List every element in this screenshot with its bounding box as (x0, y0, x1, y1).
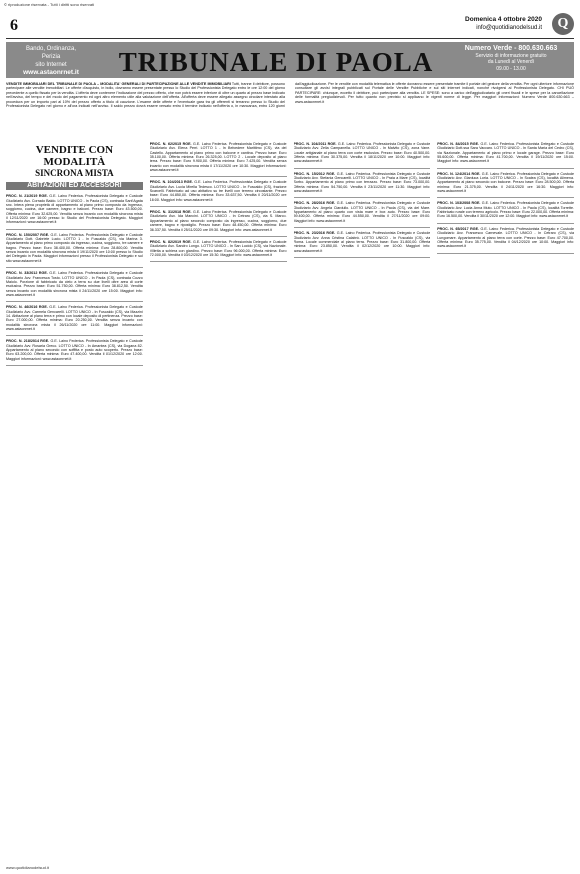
listing-text: G.E. Laino Federica. Professionista Delegato e Custode Giudiziario Avv. Corrado Baldo. LOTTO UNICO - In Paola (CS), contrada Sant'Agata snc. Intera piena proprietà di appartamento al piano primo composto da ingresso, soggiorno, cucina, due camere, bagno e balconi. Prezzo base: Euro 43.500,00. Offerta minima: Euro 32.625,00. Vendita senza incanto con modalità sincrona mista il 12/11/2020 ore 16:00 presso lo Studio del Professionista Delegato. Maggiori informazioni: www.astaonrnet.it (6, 194, 143, 225)
listing-separator (6, 365, 143, 366)
listing-text: G.E. Laino Federica. Professionista Delegato e Custode Giudiziario Dott. Gabriele Lucio. LOTTO 1 - In Fuscaldo (CS), via Marina 3. Appartamento al piano primo composto da ingresso, cucina, soggiorno, tre camere e bagno. Prezzo base: Euro 38.400,00. Offerta minima: Euro 28.800,00. Vendita senza incanto con modalità sincrona mista il 19/11/2020 ore 10:00 presso lo Studio del Delegato in Paola. Maggiori informazioni presso il Professionista Delegato e sul sito www.astaonrnet.it (6, 232, 143, 263)
listing-item (437, 201, 574, 218)
listing-proc-number: PROC. N. 33/2012 RGE. (6, 271, 50, 276)
listing-item (294, 172, 431, 194)
section-subtitle: SINCRONA MISTA (35, 168, 114, 178)
listing-separator (294, 227, 431, 228)
listing-proc-number: PROC. N. 104/2011 RGE. (293, 142, 338, 146)
listing-item (437, 172, 574, 194)
listing-item (437, 142, 574, 164)
listing-text: G.E. Laino Federica. Professionista Delegato e Custode Giudiziario Avv. Carmela Gencarelli. LOTTO UNICO - In Fuscaldo (CS), via Mazzini 14. Abitazione al piano terra e primo con locale deposito di pertinenza. Prezzo base: Euro 27.000,00. Offerta minima: Euro 20.250,00. Vendita senza incanto con modalità sincrona mista il 26/11/2020 ore 11:00. Maggiori informazioni: www.astaonrnet.it (6, 305, 143, 331)
masthead-title: TRIBUNALE DI PAOLA (118, 47, 434, 77)
column-2 (150, 142, 287, 868)
section-category-bar: ABITAZIONI ED ACCESSORI (6, 182, 143, 190)
listing-proc-number: PROC. N. 218/2014 RGE. (6, 339, 51, 344)
contact-email[interactable]: info@quotidianodelsud.it (476, 25, 542, 31)
band-left-line: Bando, Ordinanza, Perizia (25, 46, 77, 60)
page-number: 6 (10, 17, 18, 34)
listing-text: G.E. Laino Federica. Professionista Delegato e Custode Giudiziario Avv. Sandro Longo. LOTTO UNICO - In San Lucido (CS), via Nazionale. Villetta a schiera con giardino. Prezzo base: Euro 96.000,00. Offerta minima: Euro 72.000,00. Vendita il 03/12/2020 ore 15:30. Maggiori info: www.astaonrnet.it (149, 239, 287, 257)
band-right-line: da Lunedì al Venerdì (487, 59, 535, 65)
listing-item (150, 142, 287, 172)
listing-separator (150, 176, 287, 177)
listing-text: G.E. Laino Federica. Professionista Delegato e Custode Giudiziario Avv. Stefania Gencarelli. LOTTO UNICO - In Praia a Mare (CS), località Sorbo. Appartamento al piano primo con terrazzo. Prezzo base: Euro 73.000,00. Offerta minima: Euro 54.750,00. Vendita il 23/11/2020 ore 11:30. Maggiori info: www.astaonrnet.it (293, 171, 431, 194)
listing-item (150, 240, 287, 257)
listing-item (6, 271, 143, 297)
listing-text: G.E. Laino Federica. Professionista Delegato e Custode Giudiziario Avv. Angela Ciardullo. LOTTO UNICO - In Paola (CS), via del Mare. Appartamento al piano quarto con vista mare e box auto. Prezzo base: Euro 59.400,00. Offerta minima: Euro 44.550,00. Vendita il 27/11/2020 ore 09:00. Maggiori info: www.astaonrnet.it (293, 201, 431, 223)
band-right (456, 46, 566, 72)
listing-proc-number: PROC. N. 84/2015 RGE. (437, 142, 481, 146)
listing-separator (6, 267, 143, 268)
listing-item (437, 227, 574, 249)
band-left (16, 45, 86, 77)
listing-separator (6, 229, 143, 230)
band-right-line: Servizio di informazione gratuito (475, 52, 547, 59)
listing-text: G.E. Laino Federica. Professionista Delegato e Custode Giudiziario Avv. Rosaria Greco. LOTTO UNICO - In Amantea (CS), via Dogana 82. Appartamento al piano secondo con soffitta e posto auto scoperto. Prezzo base: Euro 63.200,00. Offerta minima: Euro 47.400,00. Vendita il 01/12/2020 ore 12:00. Maggiori informazioni: www.astaonrnet.it (6, 339, 143, 361)
listing-proc-number: PROC. N. 28/2016 RGE. (293, 201, 337, 206)
listing-text: G.E. Laino Federica. Professionista Delegato e Custode Giudiziario Avv. Gianluca Loria. LOTTO UNICO - In Scalea (CS), località Alimena. Appartamento al piano secondo con balcone. Prezzo base: Euro 28.500,00. Offerta minima: Euro 21.375,00. Vendita il 24/11/2020 ore 16:30. Maggiori info: www.astaonrnet.it (437, 171, 574, 194)
listing-proc-number: PROC. N. 150/2007 RGE. (6, 232, 51, 237)
listing-proc-number: PROC. N. 46/2016 RGE. (6, 305, 50, 310)
topline: © riproduzione riservata - Tutti i diritti sono riservati (4, 2, 95, 7)
listing-separator (150, 261, 287, 262)
band-left-line: sito Internet (35, 62, 67, 68)
listings-columns (6, 142, 574, 868)
toll-free-number[interactable]: Numero Verde - 800.630.663 (464, 45, 558, 52)
newspaper-logo-icon (552, 13, 574, 35)
logo-letter: Q (557, 16, 569, 31)
intro-heading: VENDITE IMMOBILIARI DEL TRIBUNALE DI PAOLA – MODALITA' GENERALI DI PARTECIPAZIONE ALLE VENDITE IMMOBILIARI (6, 82, 231, 86)
listing-proc-number: PROC. N. 15/2012 RGE. (293, 171, 337, 176)
listing-separator (150, 236, 287, 237)
listing-separator (6, 335, 143, 336)
listing-text: G.E. Laino Federica. Professionista Delegato e Custode Giudiziario Avv. Francesco Carnevale. LOTTO UNICO - In Cetraro (CS), via Lungomare. Appartamento al piano terra con corte. Prezzo base: Euro 47.700,00. Offerta minima: Euro 35.775,00. Vendita il 04/12/2020 ore 10:00. Maggiori info: www.astaonrnet.it (437, 226, 574, 249)
listing-proc-number: PROC. N. 124/2014 RGE. (437, 171, 482, 176)
listing-proc-number: PROC. N. 104/2013 RGE. (149, 180, 195, 185)
listing-separator (294, 197, 431, 198)
listing-item (150, 180, 287, 202)
listing-separator (437, 168, 574, 169)
listing-item (294, 142, 431, 164)
listing-text: G.E. Laino Federica. Professionista Delegato e Custode Giudiziario Avv. Elena Perri. LOTTO 1 - In Belvedere Marittimo (CS), via del Castello. Appartamento al piano primo con balcone e cantina. Prezzo base: Euro 35.100,00. Offerta minima: Euro 26.325,00. LOTTO 2 - Locale deposito al piano terra. Prezzo base: Euro 9.900,00. Offerta minima: Euro 7.425,00. Vendita senza incanto con modalità sincrona mista il 17/11/2020 ore 10:30. Maggiori informazioni: www.astaonrnet.it (149, 142, 287, 173)
header-divider (6, 38, 574, 39)
listing-item (294, 231, 431, 253)
listing-proc-number: PROC. N. 31/2018 RGE. (149, 210, 194, 215)
column-3 (294, 142, 431, 868)
band-right-line: 09.00 - 13.00 (496, 65, 526, 72)
listing-separator (437, 223, 574, 224)
listing-item (6, 233, 143, 263)
intro-notice (6, 82, 574, 108)
listing-proc-number: PROC. N. 82/2019 RGE. (149, 239, 194, 244)
header-band (6, 42, 574, 78)
listing-text: G.E. Laino Federica. Professionista Delegato e Custode Giudiziario Dott.ssa Sara Vaccaro. LOTTO UNICO - In Santa Maria del Cedro (CS), via Nazionale. Appartamento al piano primo e locale garage. Prezzo base: Euro 55.600,00. Offerta minima: Euro 41.700,00. Vendita il 19/11/2020 ore 15:00. Maggiori info: www.astaonrnet.it (437, 142, 574, 164)
listing-separator (437, 197, 574, 198)
listing-proc-number: PROC. N. 62/2015 RGE. (149, 142, 194, 146)
listing-separator (150, 206, 287, 207)
listing-item (6, 339, 143, 361)
listing-separator (294, 168, 431, 169)
listing-text: G.E. Laino Federica. Professionista Delegato e Custode Giudiziario Avv. Anna Cristina Calabrò. LOTTO UNICO - In Fuscaldo (CS), via Roma. Locale commerciale al piano terra. Prezzo base: Euro 31.800,00. Offerta minima: Euro 23.850,00. Vendita il 02/12/2020 ore 10:00. Maggiori info: www.astaonrnet.it (293, 231, 431, 253)
listing-proc-number: PROC. N. 65/2017 RGE. (437, 226, 481, 231)
issue-date: Domenica 4 ottobre 2020 (465, 16, 542, 23)
listing-separator (6, 301, 143, 302)
intro-body: Tutti, tranne il debitore, possono partecipare alle vendite immobiliari. Le offerte d'acquisto, in bollo, dovranno essere presentate presso lo Studio del Professionista Delegato entro le ore 12:00 del giorno precedente a quello fissato per la vendita. L'offerta deve contenere l'indicazione del prezzo offerto, che non potrà essere inferiore di oltre un quarto al prezzo base indicato nell'avviso, del tempo e del modo del pagamento ed ogni altro elemento utile alla valutazione dell'offerta. All'offerta deve essere allegato assegno circolare intestato alla procedura per un importo pari al 10% del prezzo offerto a titolo di cauzione. L'esame delle offerte e l'eventuale gara tra gli offerenti si terranno presso lo Studio del Professionista Delegato nel giorno e all'ora indicati nell'avviso. Il saldo prezzo dovrà essere versato entro il termine indicato nell'offerta o, in mancanza, entro 120 giorni dall'aggiudicazione. Per le vendite con modalità telematica le offerte dovranno essere presentate tramite il portale del gestore della vendita. Per ogni ulteriore informazione consultare gli avvisi integrali pubblicati sul Portale delle Vendite Pubbliche e sui siti internet indicati, nonché rivolgersi al Professionista Delegato. CHI PUÒ PARTECIPARE: chiunque, eccetto il debitore, può partecipare alla vendita. LE SPESE: sono a carico dell'aggiudicatario gli oneri fiscali e le spese per la cancellazione delle formalità pregiudizievoli. Per tutto quanto non previsto si applicano le vigenti norme di legge. Per maggiori informazioni: Numero Verde 800.630.663 – www.astaonrnet.it (6, 82, 574, 109)
listing-proc-number: PROC. N. 21/2019 RGE. (6, 194, 50, 199)
listing-item (6, 305, 143, 331)
listing-text: G.E. Laino Federica. Professionista Delegato e Custode Giudiziario Avv. Ida Mancini. LOTTO UNICO - In Cetraro (CS), via S. Marco. Appartamento al piano secondo composto da ingresso, cucina, soggiorno, due camere, bagno e ripostiglio. Prezzo base: Euro 48.450,00. Offerta minima: Euro 36.337,50. Vendita il 25/11/2020 ore 09:30. Maggiori info: www.astaonrnet.it (149, 210, 287, 232)
band-left-site[interactable]: www.astaonrnet.it (23, 69, 79, 76)
page-footer: www.quotidianodelsud.it (6, 865, 49, 870)
listing-item (150, 210, 287, 232)
column-1 (6, 142, 143, 868)
listing-item (6, 194, 143, 224)
column-4 (437, 142, 574, 868)
listing-proc-number: PROC. N. 103/2008 RGE. (437, 201, 482, 206)
listing-text: G.E. Laino Federica. Professionista Delegato e Custode Giudiziario Avv. Francesca Tosto. LOTTO UNICO - In Paola (CS), contrada Cozzo Maiolo. Porzione di fabbricato da cielo a terra su due livelli oltre area di corte esclusiva. Prezzo base: Euro 51.750,00. Offerta minima: Euro 38.812,50. Vendita senza incanto con modalità sincrona mista il 24/11/2020 ore 15:00. Maggiori info: www.astaonrnet.it (6, 271, 143, 297)
listing-text: G.E. Laino Federica. Professionista Delegato e Custode Giudiziario Avv. Lucia Anna Muto. LOTTO UNICO - In Paola (CS), località Torrette. Fabbricato rurale con terreno agricolo. Prezzo base: Euro 22.000,00. Offerta minima: Euro 16.500,00. Vendita il 30/11/2020 ore 12:00. Maggiori info: www.astaonrnet.it (437, 201, 574, 219)
listing-item (294, 201, 431, 223)
listing-separator (294, 257, 431, 258)
section-title: VENDITE CON MODALITÀ (35, 144, 114, 168)
listing-separator (437, 253, 574, 254)
listing-proc-number: PROC. N. 23/2016 RGE. (293, 231, 337, 236)
listing-text: G.E. Laino Federica. Professionista Delegato e Custode Giudiziario Avv. Lucia Mirella Tedesco. LOTTO UNICO - In Fuscaldo (CS), frazione Scarcelli. Fabbricato ad uso abitativo su tre livelli con terreno circostante. Prezzo base: Euro 44.850,00. Offerta minima: Euro 33.637,50. Vendita il 20/11/2020 ore 16:00. Maggiori info: www.astaonrnet.it (149, 180, 287, 202)
listing-text: G.E. Laino Federica. Professionista Delegato e Custode Giudiziario Avv. Zelia Campanella. LOTTO UNICO - In Malvito (CS), zona Vane. Locale artigianale al piano terra con corte esclusiva. Prezzo base: Euro 40.500,00. Offerta minima: Euro 30.375,00. Vendita il 18/11/2020 ore 10:00. Maggiori info: www.astaonrnet.it (293, 142, 431, 164)
